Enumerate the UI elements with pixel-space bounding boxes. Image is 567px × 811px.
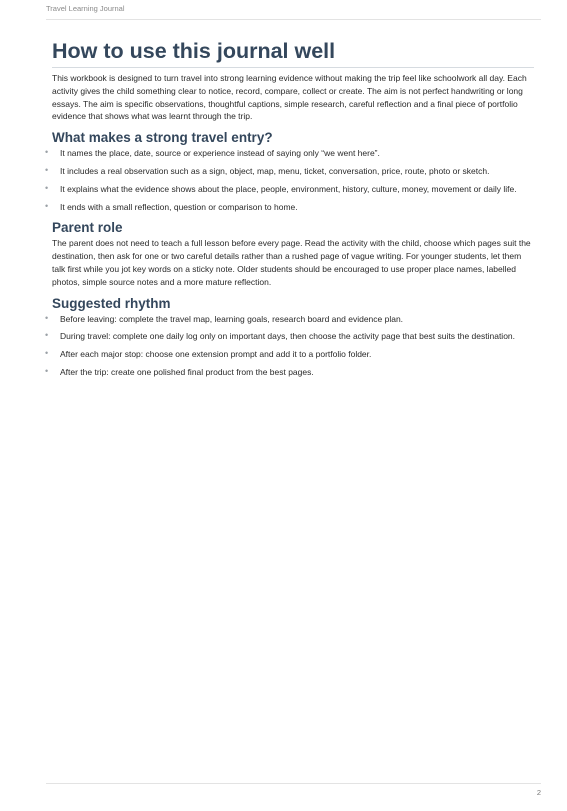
- list-item-text: After the trip: create one polished final product from the best pages.: [60, 366, 314, 377]
- section-heading-suggested-rhythm: Suggested rhythm: [52, 295, 171, 311]
- parent-role-paragraph: The parent does not need to teach a full lesson before every page. Read the activity with the child, choose which pages suit the destination, then ask for one or two careful details rather than a rushed page of vague writing. For younger students, let them talk first while you jot key words on a sticky note. Older students should be encouraged to use proper place names, labelled photos, simple source notes and a more mature reflection.: [52, 238, 531, 287]
- list-item-text: After each major stop: choose one extension prompt and add it to a portfolio folder.: [60, 349, 372, 360]
- list-item-text: It names the place, date, source or experience instead of saying only “we went here”.: [60, 148, 380, 159]
- list-item: [45, 147, 534, 160]
- list-item: [45, 164, 534, 178]
- list-item: [45, 365, 534, 379]
- bullet-icon: •: [45, 330, 49, 341]
- list-item: [45, 330, 534, 343]
- list-item-text: During travel: complete one daily log only on important days, then choose the activity page that best suits the destination.: [60, 331, 516, 342]
- bullet-icon: •: [45, 200, 49, 211]
- list-item-text: It ends with a small reflection, question or comparison to home.: [60, 201, 298, 212]
- page-content: [45, 38, 534, 384]
- list-item-text: It explains what the evidence shows about the place, people, environment, history, culture, money, movement or daily life.: [60, 183, 517, 194]
- bullet-icon: •: [45, 147, 49, 158]
- list-item-text: Before leaving: complete the travel map, learning goals, research board and evidence plan.: [60, 313, 404, 324]
- list-item: [45, 312, 534, 326]
- suggested-rhythm-list: [45, 312, 534, 379]
- section-heading-parent-role: Parent role: [52, 220, 123, 236]
- section-heading-strong-entry: What makes a strong travel entry?: [52, 130, 273, 146]
- bullet-icon: •: [45, 348, 49, 359]
- running-header: [46, 4, 541, 20]
- strong-entry-list: [45, 147, 534, 213]
- bullet-icon: •: [45, 182, 49, 193]
- bullet-icon: •: [45, 164, 49, 175]
- list-item: [45, 348, 534, 361]
- header-title: Travel Learning Journal: [46, 4, 125, 13]
- list-item: [45, 200, 534, 214]
- page-title: How to use this journal well: [52, 38, 534, 68]
- list-item: [45, 182, 534, 196]
- page-footer: [46, 783, 541, 797]
- page-number: 2: [536, 788, 541, 797]
- bullet-icon: •: [45, 365, 49, 376]
- bullet-icon: •: [45, 312, 49, 323]
- intro-paragraph: This workbook is designed to turn travel into strong learning evidence without making the trip feel like schoolwork all day. Each activity gives the child something clear to notice, record, compare, collect or create. The aim is not perfect handwriting or long essays. The aim is specific observations, thoughtful captions, simple research, careful reflection and a final piece of portfolio evidence that shows what was learnt through the trip.: [52, 73, 527, 122]
- list-item-text: It includes a real observation such as a sign, object, map, menu, ticket, conversation, price, route, photo or sketch.: [60, 165, 490, 176]
